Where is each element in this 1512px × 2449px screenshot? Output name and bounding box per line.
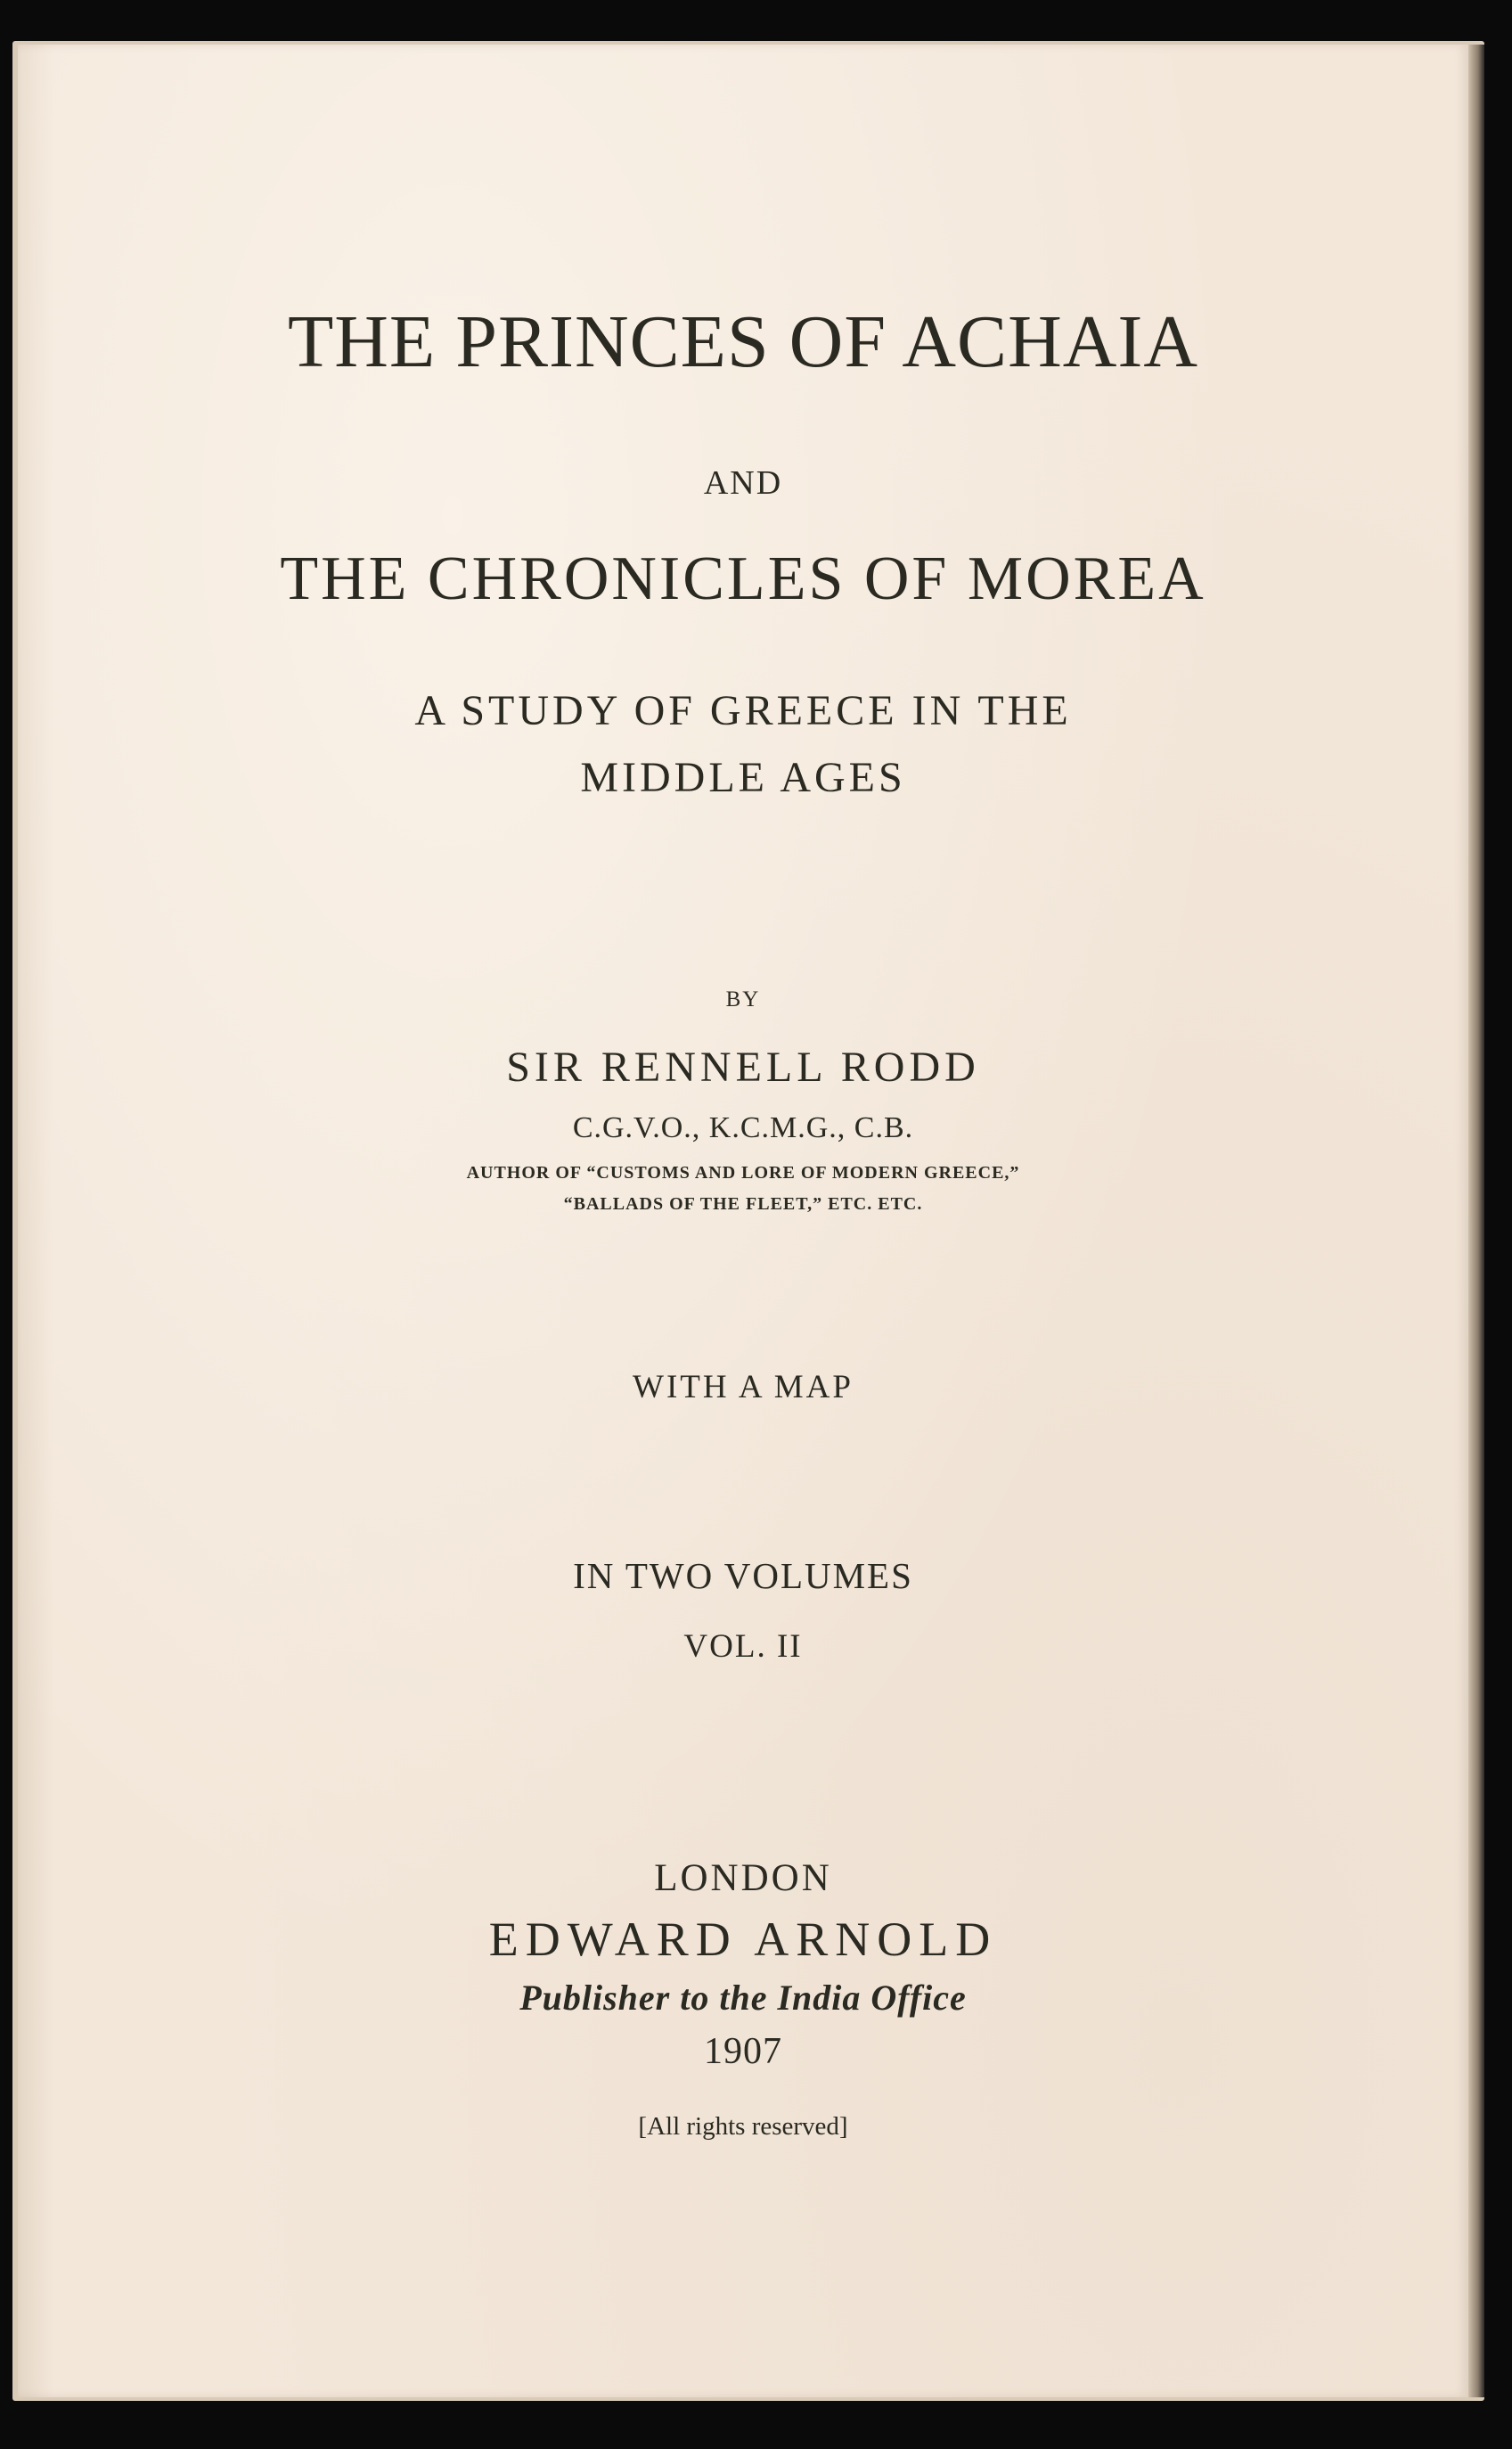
rights-notice: [All rights reserved] [638,2112,848,2141]
volume-number: VOL. II [683,1628,803,1665]
volumes-note: IN TWO VOLUMES [573,1555,913,1596]
publisher-role: Publisher to the India Office [519,1978,967,2018]
title-conjunction: AND [703,464,783,502]
subtitle-line-2: MIDDLE AGES [580,754,906,801]
book-title-line-2: THE CHRONICLES OF MOREA [280,545,1206,613]
subtitle-line-1: A STUDY OF GREECE IN THE [414,687,1072,734]
book-title-line-1: THE PRINCES OF ACHAIA [287,300,1199,383]
author-works-line-2: “BALLADS OF THE FLEET,” ETC. ETC. [563,1194,923,1214]
author-name: SIR RENNELL RODD [506,1044,980,1091]
title-page [18,45,1468,2397]
by-label: BY [725,987,761,1012]
map-note: WITH A MAP [633,1369,854,1405]
author-works-line-1: AUTHOR OF “CUSTOMS AND LORE OF MODERN GREECE,” [466,1163,1020,1183]
publication-year: 1907 [704,2031,782,2072]
author-honours: C.G.V.O., K.C.M.G., C.B. [572,1111,914,1144]
page-fore-edge [1468,45,1484,2397]
publication-city: LONDON [654,1857,832,1899]
publisher-name: EDWARD ARNOLD [488,1913,998,1966]
